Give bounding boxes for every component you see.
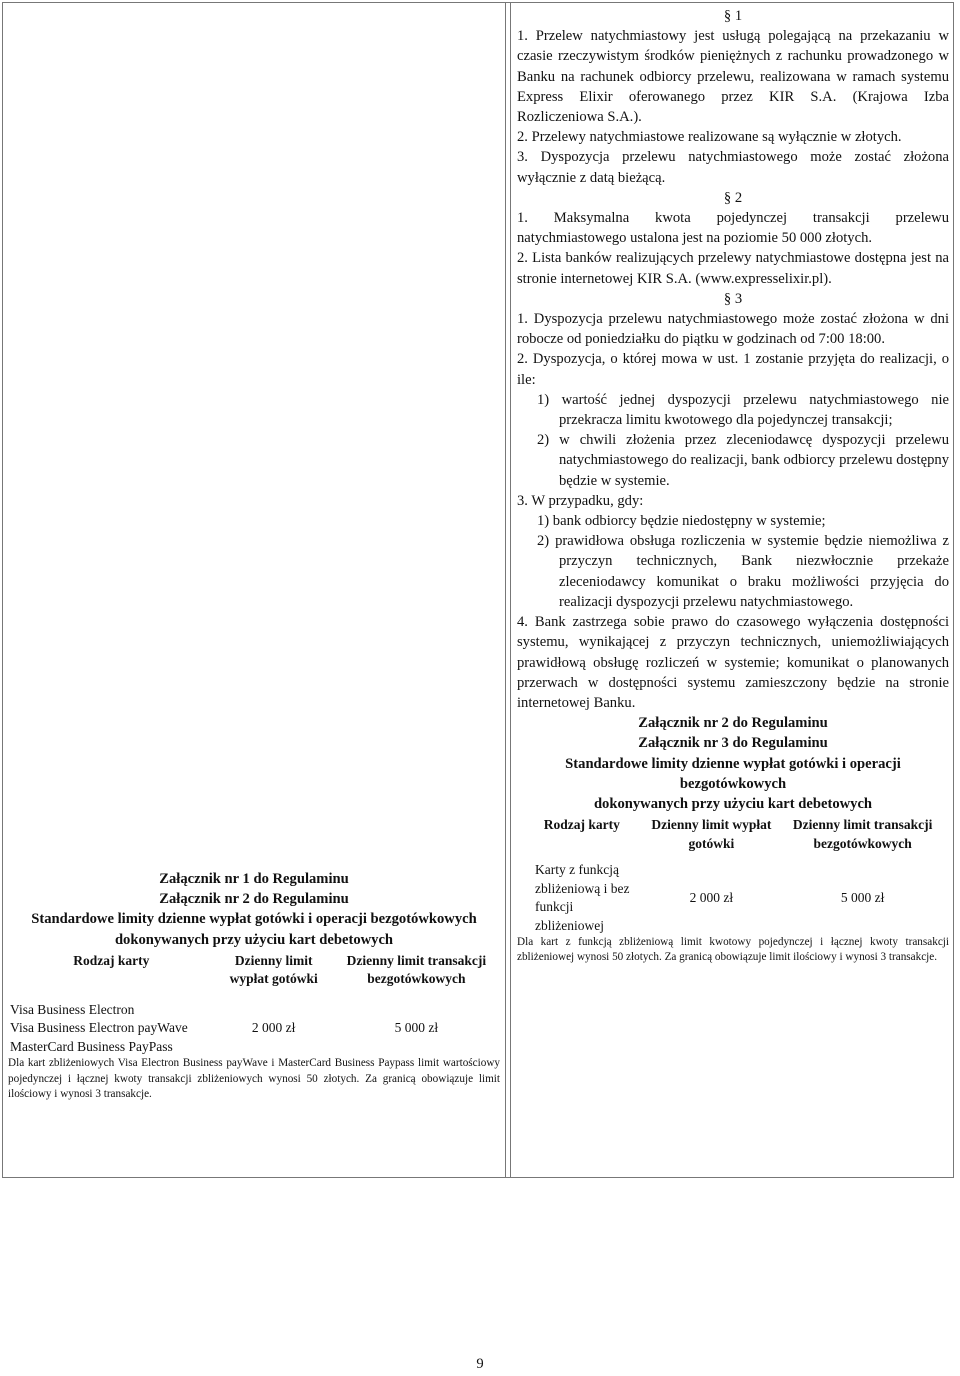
right-note: Dla kart z funkcją zbliżeniową limit kwotowy pojedynczej i łącznej kwoty transakcji zbliżeniowej wynosi 50 złotych. Za granicą obowiązuje limit ilościowy i wynosi 3 transakcje. <box>517 936 949 964</box>
annex-2-title-left: Załącznik nr 2 do Regulaminu <box>159 891 349 908</box>
limits-table-left <box>8 952 500 1057</box>
cashless-limit-cell: 5 000 zł <box>840 889 885 905</box>
right-column <box>517 6 949 966</box>
s3-item-3-sub-2: 2) prawidłowa obsługa rozliczenia w systemie będzie niemożliwa z przyczyn technicznych, Bank niezwłocznie przekaże zleceniodawcy komunikat o braku możliwości przyjęcia do realizacji dyspozycji przelewu natychmiastowego. <box>537 533 949 610</box>
page-number: 9 <box>476 1356 484 1372</box>
cash-limit-cell-left: 2 000 zł <box>251 1020 296 1036</box>
s3-item-4: 4. Bank zastrzega sobie prawo do czasowego wyłączenia dostępności systemu, wynikającej z przyczyn technicznych, uniemożliwiających prawidłową obsługę rozliczeń w systemie; komunikat o planowanych przerwach w dostępności systemu zamieszczony będzie na stronie internetowej Banku. <box>517 614 949 711</box>
s3-item-2-sub-2: 2) w chwili złożenia przez zleceniodawcę dyspozycji przelewu natychmiastowego do realizacji, bank odbiorcy przelewu dostępny będzie w systemie. <box>537 432 949 489</box>
s1-item-2: 2. Przelewy natychmiastowe realizowane są wyłącznie w złotych. <box>517 129 902 146</box>
annex-2-title: Załącznik nr 2 do Regulaminu <box>638 715 828 732</box>
annex-subtitle-2: dokonywanych przy użyciu kart debetowych <box>593 795 873 812</box>
s3-item-2: 2. Dyspozycja, o której mowa w ust. 1 zostanie przyjęta do realizacji, o ile: <box>517 351 949 388</box>
col-header-cashless-limit: Dzienny limit transakcji bezgotówkowych <box>792 817 933 851</box>
limits-table <box>517 816 949 935</box>
s3-item-1: 1. Dyspozycja przelewu natychmiastowego może zostać złożona w dni robocze od poniedziałku do piątku w godzinach od 7:00 18:00. <box>517 311 949 348</box>
cashless-limit-cell-left: 5 000 zł <box>394 1020 439 1036</box>
s3-item-2-sub-1: 1) wartość jednej dyspozycji przelewu natychmiastowego nie przekracza limitu kwotowego dla pojedynczej transakcji; <box>537 391 949 429</box>
s2-item-1: 1. Maksymalna kwota pojedynczej transakcji przelewu natychmiastowego ustalona jest na poziomie 50 000 złotych. <box>517 210 949 247</box>
card-type-1: Visa Business Electron <box>10 1001 135 1017</box>
s1-item-3: 3. Dyspozycja przelewu natychmiastowego może zostać złożona wyłącznie z datą bieżącą. <box>517 149 949 186</box>
annex-subtitle: Standardowe limity dzienne wypłat gotówki i operacji bezgotówkowych <box>565 755 901 792</box>
s3-item-3-sub-1: 1) bank odbiorcy będzie niedostępny w systemie; <box>537 513 826 530</box>
col-header-card-type-left: Rodzaj karty <box>73 952 150 968</box>
card-type-3: MasterCard Business PayPass <box>10 1038 173 1054</box>
s2-item-2: 2. Lista banków realizujących przelewy natychmiastowe dostępna jest na stronie internetowej KIR S.A. (www.expresselixir.pl). <box>517 250 949 287</box>
col-header-cash-limit: Dzienny limit wypłat gotówki <box>651 817 772 851</box>
annex-1-title: Załącznik nr 1 do Regulaminu <box>159 871 349 887</box>
section-2-heading: § 2 <box>723 189 743 206</box>
section-1-heading: § 1 <box>723 8 743 24</box>
s3-item-3: 3. W przypadku, gdy: <box>517 492 644 509</box>
section-3-heading: § 3 <box>723 290 743 307</box>
card-type-2: Visa Business Electron payWave <box>10 1020 188 1036</box>
card-types-cell <box>8 1001 215 1057</box>
card-type-cell: Karty z funkcją zbliżeniową i bez funkcji zbliżeniowej <box>535 862 630 933</box>
cash-limit-cell: 2 000 zł <box>689 889 734 905</box>
annex-3-title: Załącznik nr 3 do Regulaminu <box>638 735 828 752</box>
annex-subtitle-left: Standardowe limity dzienne wypłat gotówki i operacji bezgotówkowych <box>31 911 477 928</box>
annex-subtitle-left-2: dokonywanych przy użyciu kart debetowych <box>114 931 394 948</box>
left-note: Dla kart zbliżeniowych Visa Electron Business payWave i MasterCard Business Paypass limit wartościowy pojedynczej i łącznej kwoty transakcji zbliżeniowych wynosi 50 złotych. Za granicą obowiązuje limit ilościowy i wynosi 3 transakcje. <box>8 1057 500 1100</box>
column-divider <box>505 2 511 1178</box>
col-header-card-type: Rodzaj karty <box>543 817 620 833</box>
col-header-cash-limit-left: Dzienny limit wypłat gotówki <box>229 952 318 987</box>
left-column <box>8 869 500 1102</box>
col-header-cashless-limit-left: Dzienny limit transakcji bezgotówkowych <box>346 952 487 987</box>
s1-item-1: 1. Przelew natychmiastowy jest usługą polegającą na przekazaniu w czasie rzeczywistym środków pieniężnych z rachunku prowadzonego w Banku na rachunek odbiorcy przelewu, realizowana w ramach systemu Express Elixir oferowanego przez KIR S.A. (Krajowa Izba Rozliczeniowa S.A.). <box>517 28 949 126</box>
